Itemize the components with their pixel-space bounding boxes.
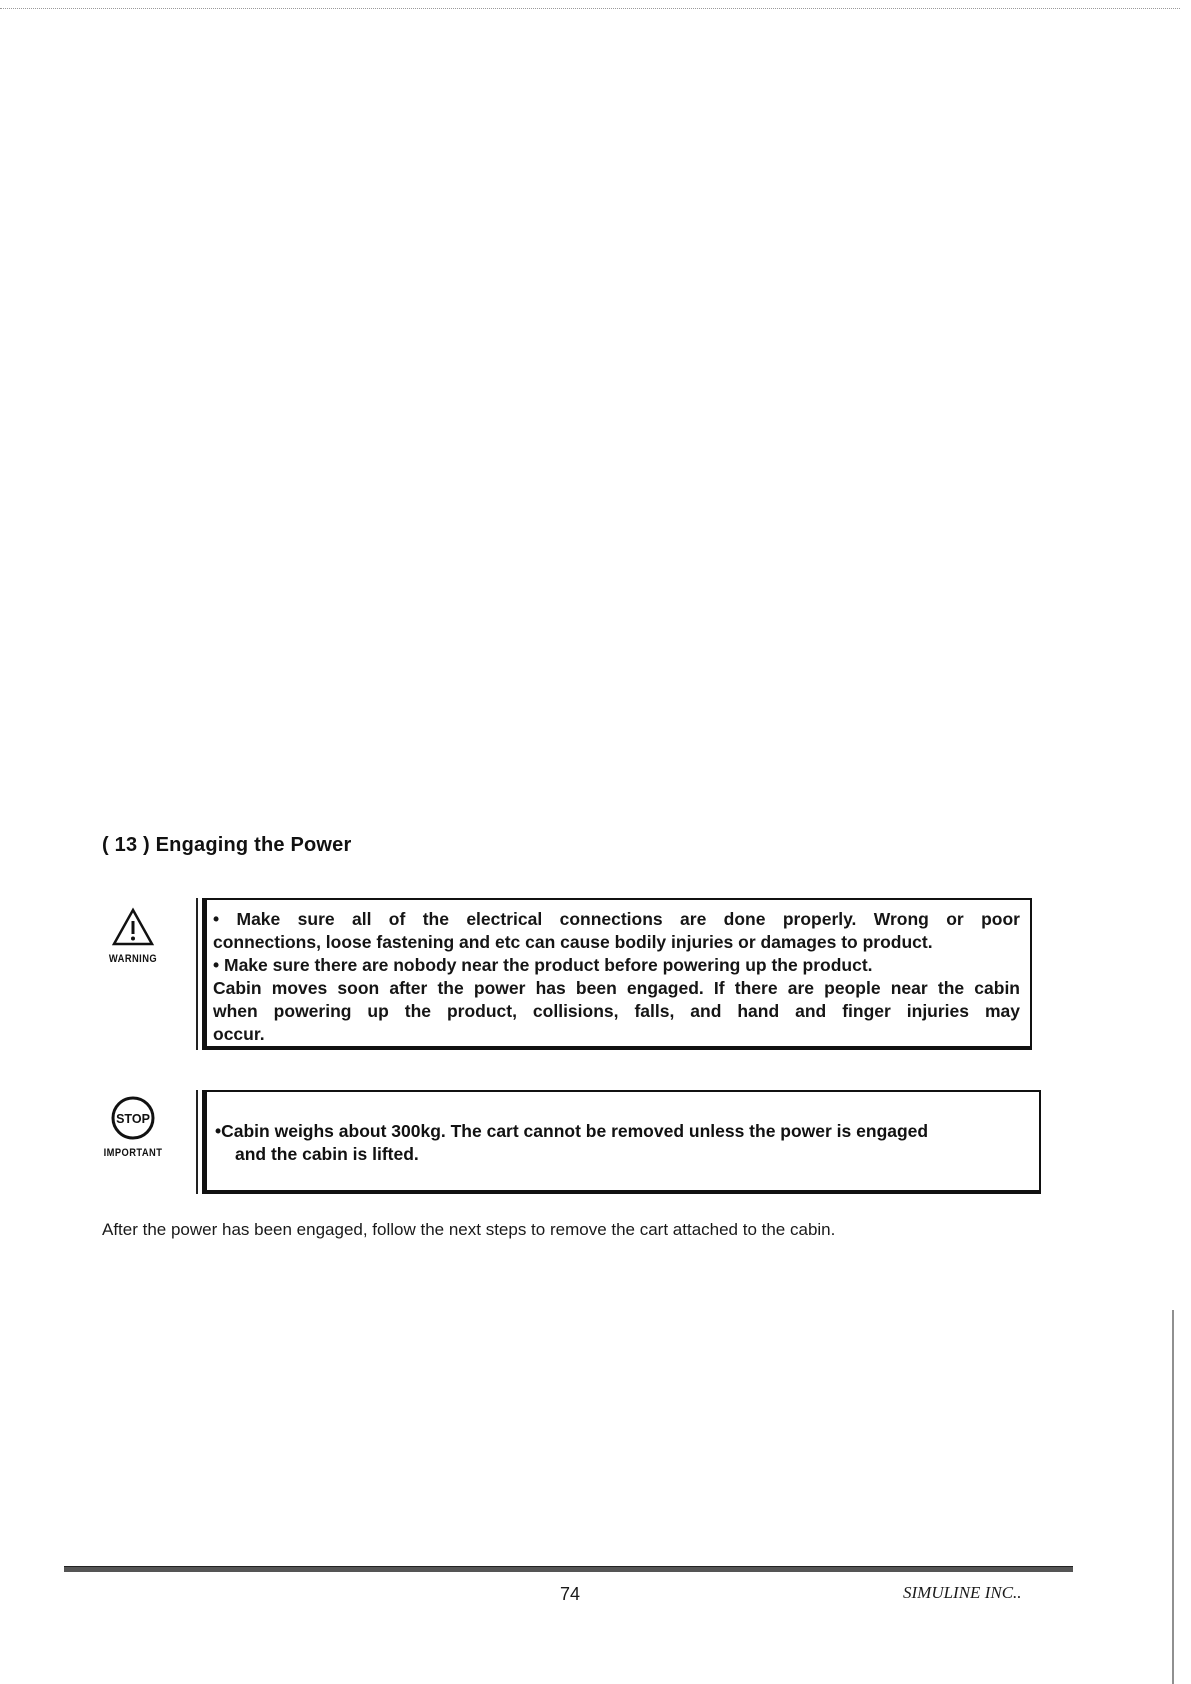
section-title: ( 13 ) Engaging the Power <box>102 834 352 856</box>
important-line: and the cabin is lifted. <box>235 1144 419 1164</box>
warning-line: connections, loose fastening and etc can cause bodily injuries or damages to product. <box>213 932 933 952</box>
scan-edge-line <box>1172 1310 1174 1684</box>
warning-badge <box>93 907 173 965</box>
warning-label: WARNING <box>108 953 158 965</box>
warning-line: when powering up the product, collisions, falls, and hand and finger injuries may <box>213 1001 1020 1021</box>
warning-triangle-icon <box>111 907 155 947</box>
important-badge <box>93 1095 173 1159</box>
warning-line: • Make sure there are nobody near the product before powering up the product. <box>213 955 873 975</box>
stop-sign-icon <box>110 1095 156 1141</box>
page-number: 74 <box>560 1584 581 1604</box>
warning-text <box>213 908 1020 1046</box>
warning-line: occur. <box>213 1024 265 1044</box>
body-paragraph: After the power has been engaged, follow the next steps to remove the cart attached to the cabin. <box>102 1220 836 1239</box>
stop-sign-text: STOP <box>116 1112 150 1126</box>
warning-line: • Make sure all of the electrical connections are done properly. Wrong or poor <box>213 909 1020 929</box>
warning-line: Cabin moves soon after the power has been engaged. If there are people near the cabin <box>213 978 1020 998</box>
important-box <box>202 1090 1041 1194</box>
footer-rule <box>64 1566 1073 1572</box>
important-label: IMPORTANT <box>103 1147 163 1159</box>
top-scan-rule <box>0 8 1180 9</box>
warning-box <box>202 898 1032 1050</box>
important-line: •Cabin weighs about 300kg. The cart cannot be removed unless the power is engaged <box>215 1121 929 1141</box>
company-name: SIMULINE INC.. <box>903 1583 1022 1602</box>
